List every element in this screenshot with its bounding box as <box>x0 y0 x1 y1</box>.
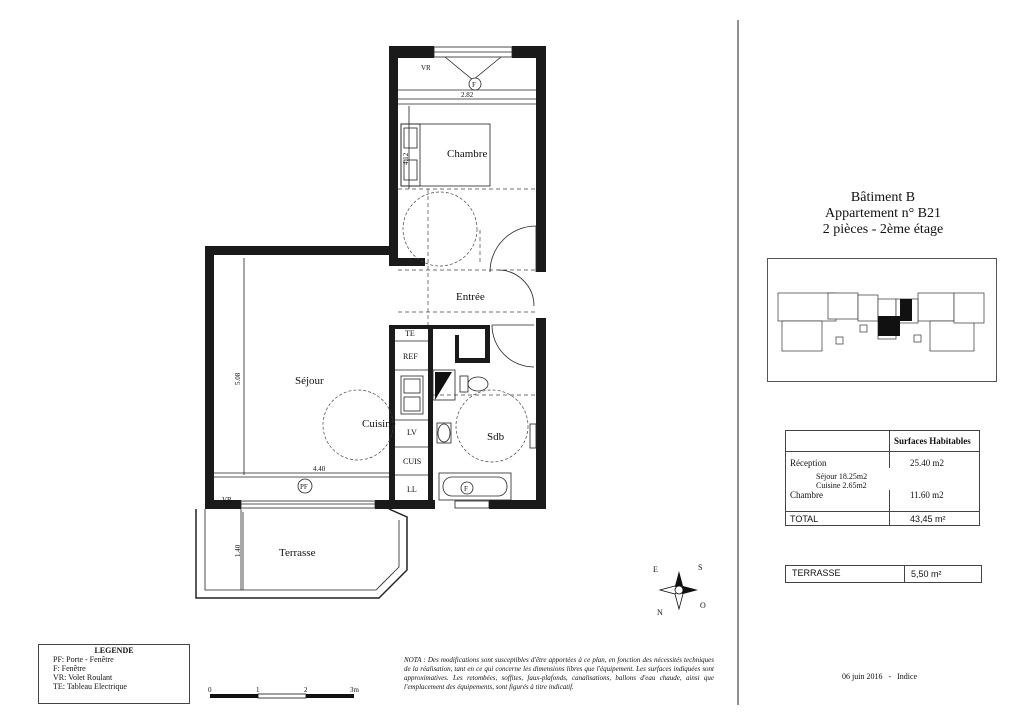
label-vr-bottom: VR <box>222 496 232 504</box>
legend-row-pf: PF: Porte - Fenêtre <box>53 655 114 664</box>
room-terrasse: Terrasse <box>279 547 316 559</box>
title-apartment: Appartement n° B21 <box>824 206 942 221</box>
reception-label: Réception <box>786 452 890 469</box>
windows <box>241 47 512 508</box>
reception-value: 25.40 m2 <box>890 452 980 469</box>
compass-icon <box>653 563 706 617</box>
scale-3: 3m <box>350 686 359 694</box>
scale-1: 1 <box>256 686 260 694</box>
label-cuis: CUIS <box>403 457 422 466</box>
date-indice <box>842 672 917 681</box>
label-pf: PF <box>300 483 308 491</box>
sejour-detail: Séjour 18.25m2 <box>786 468 980 481</box>
label-ll: LL <box>407 485 417 494</box>
scale-2: 2 <box>304 686 308 694</box>
dim-chambre-width: 2.82 <box>461 91 474 99</box>
compass-o: O <box>700 601 706 610</box>
fixtures <box>401 370 536 500</box>
label-f-bath: F <box>464 485 468 493</box>
window-marker-bath <box>461 482 473 494</box>
terrasse-surface-box <box>785 565 982 583</box>
legend-row-f: F: Fenêtre <box>53 664 86 673</box>
indice-text: Indice <box>897 672 918 681</box>
room-cuisine: Cuisine <box>362 418 396 430</box>
room-sdb: Sdb <box>487 431 505 443</box>
window-marker-top <box>469 78 481 90</box>
compass-e: E <box>653 565 658 574</box>
room-entree: Entrée <box>456 291 485 303</box>
total-label: TOTAL <box>786 512 890 526</box>
total-value: 43,45 m² <box>890 512 980 526</box>
title-building: Bâtiment B <box>850 190 916 205</box>
door-window-marker <box>298 479 312 493</box>
dim-chambre-depth: 4.12 <box>402 152 410 165</box>
terrasse-value: 5,50 m² <box>904 566 942 582</box>
legend-row-vr: VR: Volet Roulant <box>53 673 113 682</box>
scale-0: 0 <box>208 686 212 694</box>
label-ref: REF <box>403 352 418 361</box>
legend-title: LEGENDE <box>94 646 134 655</box>
dim-sejour-depth: 5.08 <box>234 372 242 385</box>
room-sejour: Séjour <box>295 375 324 387</box>
date-text: 06 juin 2016 <box>842 672 883 681</box>
dim-sejour-width: 4.40 <box>313 465 326 473</box>
date-separator: - <box>888 672 892 681</box>
legend-row-te: TE: Tableau Electrique <box>53 682 127 691</box>
minimap-drawing <box>768 259 996 381</box>
minimap-highlight <box>878 316 900 336</box>
compass-s: S <box>698 563 703 572</box>
dim-terrasse-depth: 1.40 <box>234 544 242 557</box>
location-minimap <box>767 258 997 382</box>
label-lv: LV <box>407 428 417 437</box>
cuisine-detail: Cuisine 2.65m2 <box>786 481 980 490</box>
chambre-value: 11.60 m2 <box>890 490 980 512</box>
room-chambre: Chambre <box>447 148 488 160</box>
surfaces-table <box>785 430 980 526</box>
scale-bar <box>208 686 360 698</box>
chambre-label: Chambre <box>786 490 890 512</box>
compass-n: N <box>657 608 663 617</box>
label-f-top: F <box>472 81 476 89</box>
legend-box <box>38 644 190 704</box>
label-vr-top: VR <box>421 64 431 72</box>
surfaces-header: Surfaces Habitables <box>890 431 980 452</box>
label-te: TE <box>405 329 415 338</box>
title-block <box>778 190 988 238</box>
terrasse-label: TERRASSE <box>792 568 841 578</box>
doors <box>490 226 536 367</box>
disclaimer-note: NOTA : Des modifications sont susceptibles d'être apportées à ce plan, en fonction des nécessités techniques de la réalisation, tant en ce qui concerne les dimensions libres que l'équipement. Les surfaces indiquées sont approximatives. Les retombées, soffites, faux-plafonds, canalisations, ballons d'eau chaude, ainsi que l'emplacement des équipements, sont figurés à titre indicatif. <box>404 656 714 691</box>
title-rooms-floor: 2 pièces - 2ème étage <box>822 222 944 237</box>
